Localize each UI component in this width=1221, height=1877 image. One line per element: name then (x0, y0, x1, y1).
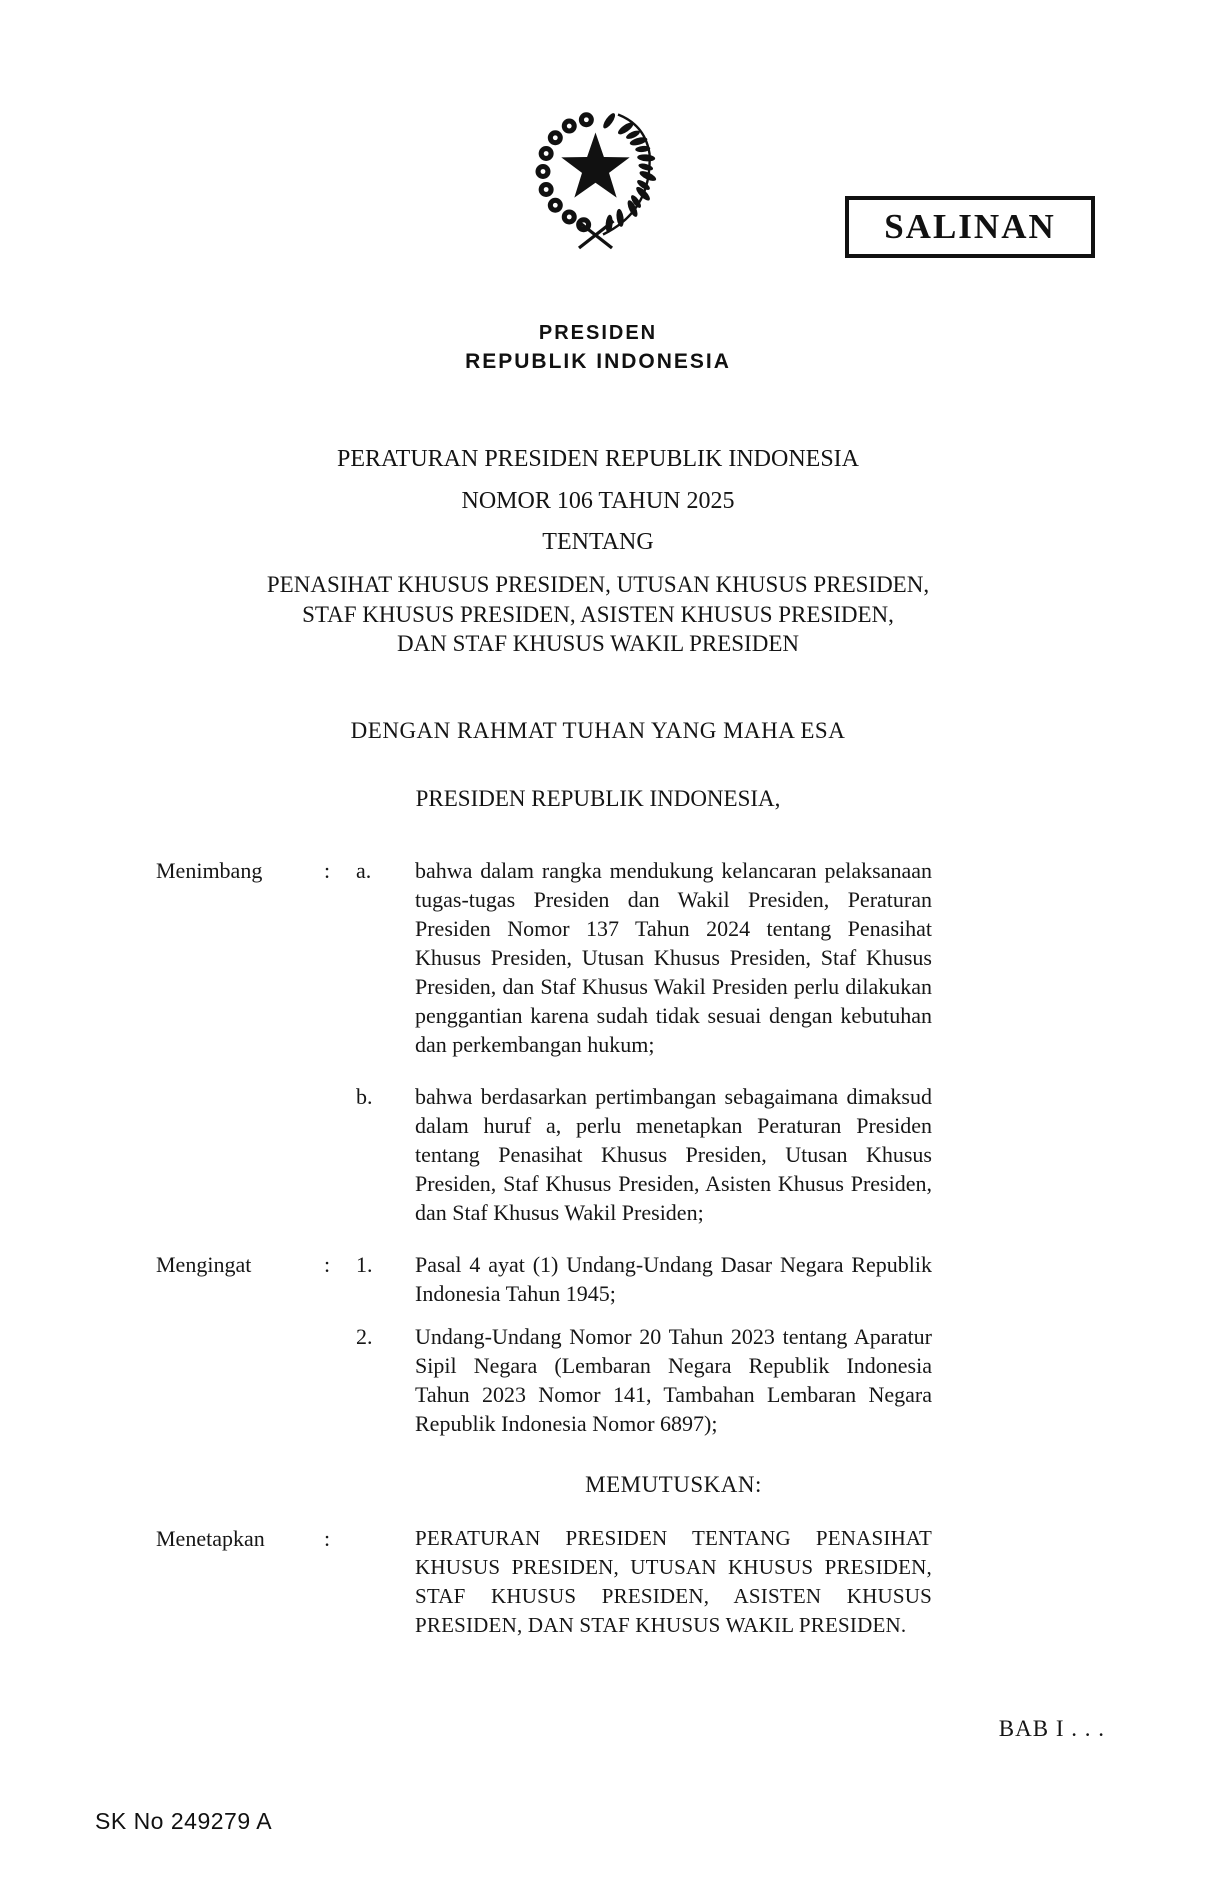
menimbang-item-a-text: bahwa dalam rangka mendukung kelancaran pelaksanaan tugas-tugas Presiden dan Wakil Presiden, Peraturan Presiden Nomor 137 Tahun 2024 tentang Penasihat Khusus Presiden, Utusan Khusus Presiden, Staf Khusus Presiden, dan Staf Khusus Wakil Presiden perlu dilakukan penggantian karena sudah tidak sesuai dengan kebutuhan dan perkembangan hukum; (415, 858, 932, 1057)
mengingat-item-1-marker: 1. (356, 1252, 373, 1277)
subject-line-3: DAN STAF KHUSUS WAKIL PRESIDEN (397, 631, 799, 656)
mengingat-item-2-text: Undang-Undang Nomor 20 Tahun 2023 tentang Aparatur Sipil Negara (Lembaran Negara Republik Indonesia Tahun 2023 Nomor 141, Tambahan Lembaran Negara Republik Indonesia Nomor 6897); (415, 1324, 932, 1436)
salinan-label: SALINAN (884, 207, 1056, 246)
menetapkan-label: Menetapkan (156, 1526, 265, 1551)
mengingat-colon: : (324, 1252, 331, 1277)
salinan-stamp (845, 196, 1095, 258)
mengingat-item-1-text: Pasal 4 ayat (1) Undang-Undang Dasar Negara Republik Indonesia Tahun 1945; (415, 1252, 932, 1306)
crossed-stems-icon (578, 221, 614, 248)
menimbang-colon: : (324, 858, 331, 883)
menimbang-item-a-marker: a. (356, 858, 372, 883)
authority-line: PRESIDEN REPUBLIK INDONESIA, (415, 786, 781, 811)
menetapkan-colon: : (324, 1526, 331, 1551)
invocation-line: DENGAN RAHMAT TUHAN YANG MAHA ESA (350, 718, 846, 743)
sk-number: SK No 249279 A (95, 1808, 273, 1834)
menimbang-item-b-text: bahwa berdasarkan pertimbangan sebagaimana dimaksud dalam huruf a, perlu menetapkan Peraturan Presiden tentang Penasihat Khusus Presiden, Utusan Khusus Presiden, Staf Khusus Presiden, Asisten Khusus Presiden, dan Staf Khusus Wakil Presiden; (415, 1084, 932, 1225)
menimbang-label: Menimbang (156, 858, 263, 883)
tentang-label: TENTANG (542, 529, 654, 555)
catchword-bab-i: BAB I . . . (998, 1716, 1105, 1741)
star-icon (561, 133, 629, 198)
regulation-title: PERATURAN PRESIDEN REPUBLIK INDONESIA (336, 446, 860, 472)
subject-line-2: STAF KHUSUS PRESIDEN, ASISTEN KHUSUS PRESIDEN, (302, 602, 894, 627)
menetapkan-text: PERATURAN PRESIDEN TENTANG PENASIHAT KHUSUS PRESIDEN, UTUSAN KHUSUS PRESIDEN, STAF KHUSUS PRESIDEN, ASISTEN KHUSUS PRESIDEN, DAN STAF KHUSUS WAKIL PRESIDEN. (415, 1526, 932, 1637)
menimbang-item-b-marker: b. (356, 1084, 373, 1109)
memutuskan-heading: MEMUTUSKAN: (585, 1472, 762, 1497)
mengingat-item-2-marker: 2. (356, 1324, 373, 1349)
star-wreath-emblem-icon (513, 103, 678, 258)
mengingat-label: Mengingat (156, 1252, 252, 1277)
regulation-number: NOMOR 106 TAHUN 2025 (461, 488, 735, 514)
letterhead-presiden: PRESIDEN (538, 322, 658, 344)
subject-line-1: PENASIHAT KHUSUS PRESIDEN, UTUSAN KHUSUS PRESIDEN, (266, 572, 930, 597)
letterhead-republik-indonesia: REPUBLIK INDONESIA (465, 350, 731, 373)
